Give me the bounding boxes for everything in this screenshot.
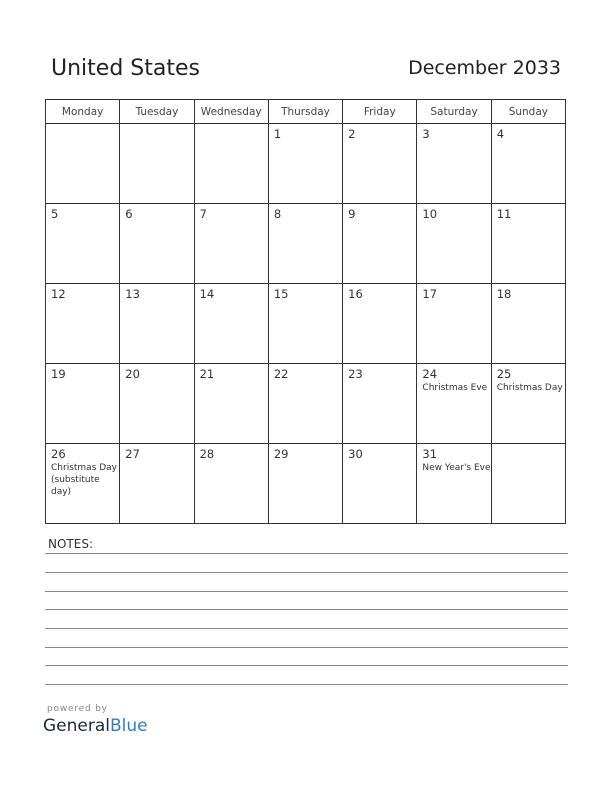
weekday-header: Monday	[46, 100, 120, 124]
day-cell	[120, 284, 194, 364]
weekday-header: Tuesday	[120, 100, 194, 124]
day-number: 7	[199, 207, 207, 221]
week-row	[46, 284, 566, 364]
day-cell	[194, 444, 268, 524]
generalblue-logo	[43, 716, 148, 736]
day-cell	[417, 444, 491, 524]
day-cell	[491, 284, 565, 364]
day-cell	[194, 124, 268, 204]
day-cell	[343, 364, 417, 444]
week-row	[46, 124, 566, 204]
note-line	[45, 647, 568, 648]
week-row	[46, 364, 566, 444]
day-cell	[417, 124, 491, 204]
note-line	[45, 628, 568, 629]
day-cell	[417, 284, 491, 364]
day-number: 28	[199, 447, 215, 461]
day-number: 14	[199, 287, 215, 301]
note-line	[45, 684, 568, 685]
day-cell	[194, 284, 268, 364]
day-cell	[46, 284, 120, 364]
day-number: 13	[125, 287, 140, 301]
day-cell	[120, 364, 194, 444]
day-cell	[46, 444, 120, 524]
logo-blue-text: Blue	[110, 716, 148, 736]
day-cell	[46, 204, 120, 284]
day-number: 6	[125, 207, 133, 221]
day-number: 2	[348, 127, 356, 141]
weekday-header: Friday	[343, 100, 417, 124]
day-number: 1	[273, 127, 282, 141]
month-title: December 2033	[408, 57, 561, 79]
day-number: 3	[422, 127, 430, 141]
day-number: 9	[348, 207, 356, 221]
day-number: 18	[496, 287, 512, 301]
day-number: 11	[496, 207, 512, 221]
day-number: 15	[273, 287, 289, 301]
day-number: 17	[422, 287, 438, 301]
day-cell	[491, 204, 565, 284]
day-cell	[491, 364, 565, 444]
weekday-header: Saturday	[417, 100, 491, 124]
day-cell	[268, 204, 342, 284]
day-cell	[491, 444, 565, 524]
day-cell	[46, 364, 120, 444]
week-row	[46, 204, 566, 284]
day-number: 21	[199, 367, 215, 381]
powered-by-text: powered by	[47, 704, 108, 714]
holiday-label: New Year's Eve	[422, 463, 491, 473]
day-cell	[268, 124, 342, 204]
day-number: 23	[348, 367, 363, 381]
weekday-header-row	[46, 100, 566, 124]
day-number: 4	[496, 127, 505, 141]
day-number: 20	[125, 367, 140, 381]
holiday-label: Christmas Eve	[422, 383, 488, 393]
day-cell	[120, 444, 194, 524]
day-cell	[46, 124, 120, 204]
notes-label: NOTES:	[48, 537, 93, 551]
note-line	[45, 591, 568, 592]
note-line	[45, 572, 568, 573]
day-cell	[194, 204, 268, 284]
calendar-grid	[45, 99, 566, 524]
day-number: 26	[51, 447, 66, 461]
day-cell	[268, 284, 342, 364]
day-cell	[343, 204, 417, 284]
day-number: 10	[422, 207, 438, 221]
day-number: 5	[51, 207, 59, 221]
logo-general-text: General	[43, 716, 110, 736]
day-number: 22	[273, 367, 289, 381]
note-line	[45, 609, 568, 610]
day-number: 19	[51, 367, 66, 381]
day-number: 12	[51, 287, 66, 301]
day-number: 31	[422, 447, 438, 461]
day-cell	[120, 204, 194, 284]
day-cell	[268, 364, 342, 444]
weekday-header: Wednesday	[194, 100, 268, 124]
day-cell	[194, 364, 268, 444]
note-line	[45, 553, 568, 554]
day-cell	[268, 444, 342, 524]
day-number: 25	[496, 367, 512, 381]
weekday-header: Sunday	[491, 100, 565, 124]
day-number: 24	[422, 367, 438, 381]
day-cell	[417, 204, 491, 284]
day-number: 16	[348, 287, 363, 301]
country-title: United States	[51, 56, 200, 81]
day-cell	[343, 444, 417, 524]
weekday-header: Thursday	[268, 100, 342, 124]
note-line	[45, 665, 568, 666]
day-cell	[343, 124, 417, 204]
day-number: 27	[125, 447, 140, 461]
day-number: 29	[273, 447, 289, 461]
day-number: 8	[273, 207, 282, 221]
day-number: 30	[348, 447, 363, 461]
day-cell	[491, 124, 565, 204]
day-cell	[417, 364, 491, 444]
day-cell	[343, 284, 417, 364]
holiday-label: Christmas Day (substitute day)	[51, 463, 118, 497]
week-row	[46, 444, 566, 524]
holiday-label: Christmas Day	[496, 383, 563, 393]
day-cell	[120, 124, 194, 204]
